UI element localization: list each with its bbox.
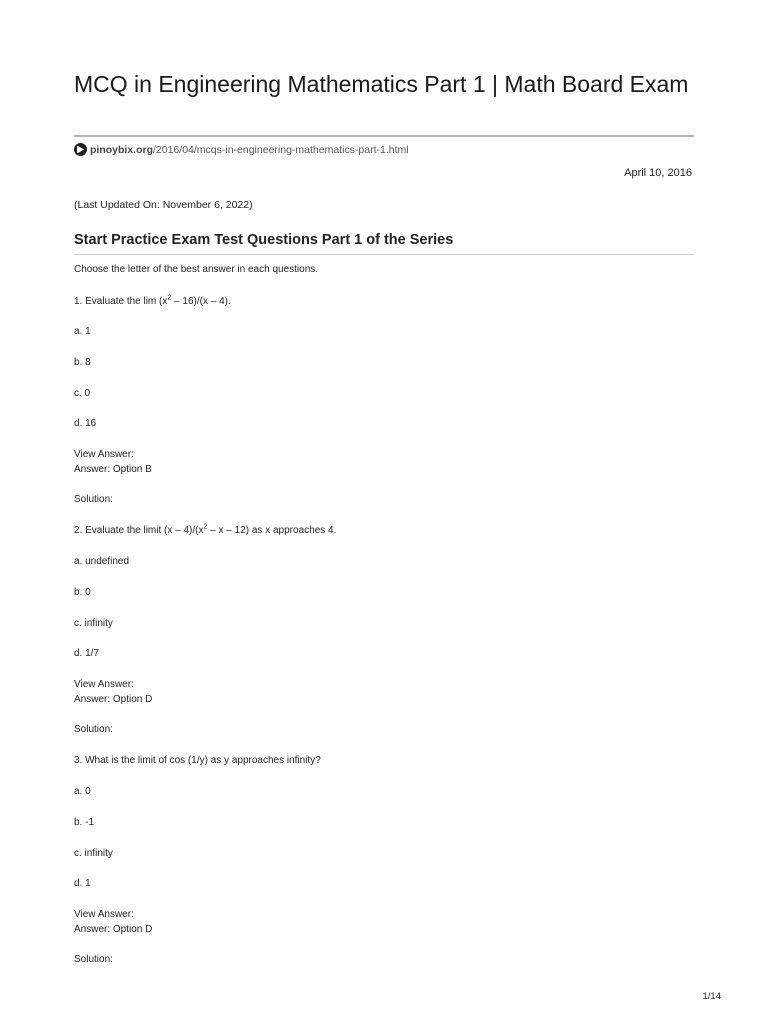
question-2-answer: Answer: Option D	[74, 694, 153, 705]
question-3-view-answer[interactable]: View Answer:	[74, 909, 134, 920]
section-title: Start Practice Exam Test Questions Part 1 of the Series	[74, 232, 454, 248]
question-3-option-a: a. 0	[74, 786, 91, 797]
section-divider	[74, 254, 694, 255]
question-1-answer: Answer: Option B	[74, 464, 152, 475]
question-1-option-b: b. 8	[74, 357, 91, 368]
question-3-option-c: c. infinity	[74, 848, 113, 859]
question-3-option-d: d. 1	[74, 878, 91, 889]
question-2-option-c: c. infinity	[74, 618, 113, 629]
question-3-solution: Solution:	[74, 954, 113, 965]
source-path: /2016/04/mcqs-in-engineering-mathematics-part-1.html	[153, 143, 409, 156]
question-1-option-a: a. 1	[74, 326, 91, 337]
question-2-solution: Solution:	[74, 724, 113, 735]
question-3-answer: Answer: Option D	[74, 924, 153, 935]
question-3-option-b: b. -1	[74, 817, 95, 828]
question-2-option-a: a. undefined	[74, 556, 130, 567]
question-1-view-answer[interactable]: View Answer:	[74, 449, 134, 460]
question-1-stem: 1. Evaluate the $\lim (x^2 - 16)/(x - 4)$.	[74, 294, 231, 307]
question-1-option-d: d. 16	[74, 418, 97, 429]
title-divider	[74, 135, 694, 137]
last-updated: (Last Updated On: November 6, 2022)	[74, 199, 253, 211]
page-number: 1/14	[702, 991, 721, 1002]
question-2-view-answer[interactable]: View Answer:	[74, 679, 134, 690]
question-2-option-d: d. 1/7	[74, 648, 100, 659]
question-2-option-b: b. 0	[74, 587, 91, 598]
question-1-solution: Solution:	[74, 494, 113, 505]
source-site: pinoybix.org	[90, 143, 153, 156]
source-link[interactable]	[74, 143, 409, 156]
page-title: MCQ in Engineering Mathematics Part 1 | Math Board Exam	[74, 71, 689, 97]
question-3-stem: 3. What is the limit of cos (1/y) as y approaches infinity?	[74, 755, 321, 766]
play-logo-icon	[74, 143, 87, 156]
question-1-option-c: c. 0	[74, 388, 91, 399]
question-2-stem: 2. Evaluate the limit $(x - 4)/(x^2$ – x – 12) as x approaches 4.	[74, 523, 337, 536]
instructions: Choose the letter of the best answer in each questions.	[74, 264, 319, 275]
publish-date: April 10, 2016	[624, 167, 692, 179]
